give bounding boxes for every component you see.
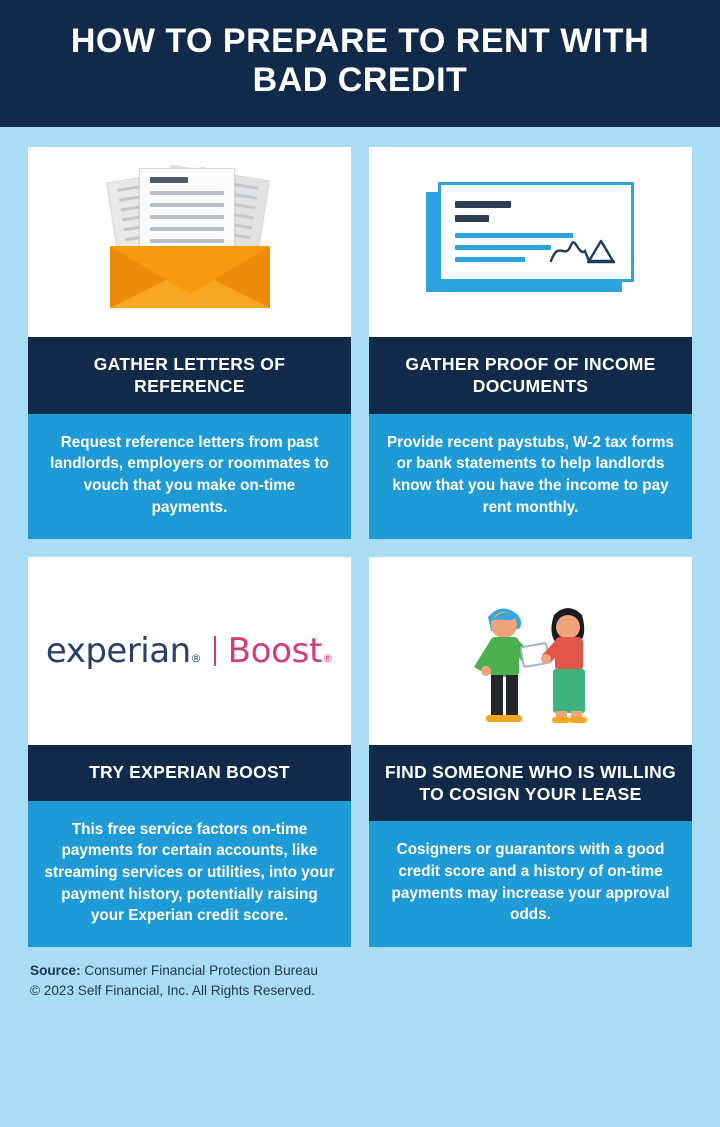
cards-grid: [0, 127, 720, 947]
card-find-cosigner: [369, 557, 692, 948]
paycheck-document-icon: [426, 182, 636, 302]
boost-registered-mark: ®: [322, 651, 334, 665]
card-artwork: [28, 147, 351, 337]
card-title: FIND SOMEONE WHO IS WILLING TO COSIGN YOUR LEASE: [369, 745, 692, 822]
experian-registered-mark: ®: [190, 651, 202, 665]
card-body-text: Cosigners or guarantors with a good credit score and a history of on-time payments may increase your approval odds.: [369, 821, 692, 947]
card-body-text: This free service factors on-time payments for certain accounts, like streaming services or utilities, into your payment history, potentially raising your Experian credit score.: [28, 801, 351, 948]
footer: [0, 947, 720, 1010]
card-artwork: [28, 557, 351, 745]
boost-wordmark: Boost: [227, 630, 323, 671]
page-title: HOW TO PREPARE TO RENT WITH BAD CREDIT: [70, 22, 650, 100]
check-front-layer: [438, 182, 634, 282]
card-artwork: [369, 147, 692, 337]
header-banner: [0, 0, 720, 127]
card-title: TRY EXPERIAN BOOST: [28, 745, 351, 801]
envelope-with-letters-icon: [100, 162, 280, 322]
card-artwork: [369, 557, 692, 745]
experian-boost-logo: [46, 631, 333, 671]
envelope-front-flap: [110, 246, 270, 294]
experian-wordmark: experian: [45, 630, 191, 671]
card-body-text: Request reference letters from past landlords, employers or roommates to vouch that you make on-time payments.: [28, 414, 351, 539]
source-label: Source:: [30, 963, 81, 979]
signature-icon: [549, 231, 617, 265]
card-body-text: Provide recent paystubs, W-2 tax forms or bank statements to help landlords know that you have the income to pay rent monthly.: [369, 414, 692, 539]
logo-divider: [214, 636, 216, 666]
card-proof-of-income: [369, 147, 692, 539]
card-gather-letters: [28, 147, 351, 539]
card-experian-boost: [28, 557, 351, 948]
copyright-text: © 2023 Self Financial, Inc. All Rights Reserved.: [30, 982, 316, 998]
two-people-handing-document-icon: [436, 571, 626, 731]
source-value: Consumer Financial Protection Bureau: [84, 963, 318, 979]
card-title: GATHER PROOF OF INCOME DOCUMENTS: [369, 337, 692, 414]
card-title: GATHER LETTERS OF REFERENCE: [28, 337, 351, 414]
